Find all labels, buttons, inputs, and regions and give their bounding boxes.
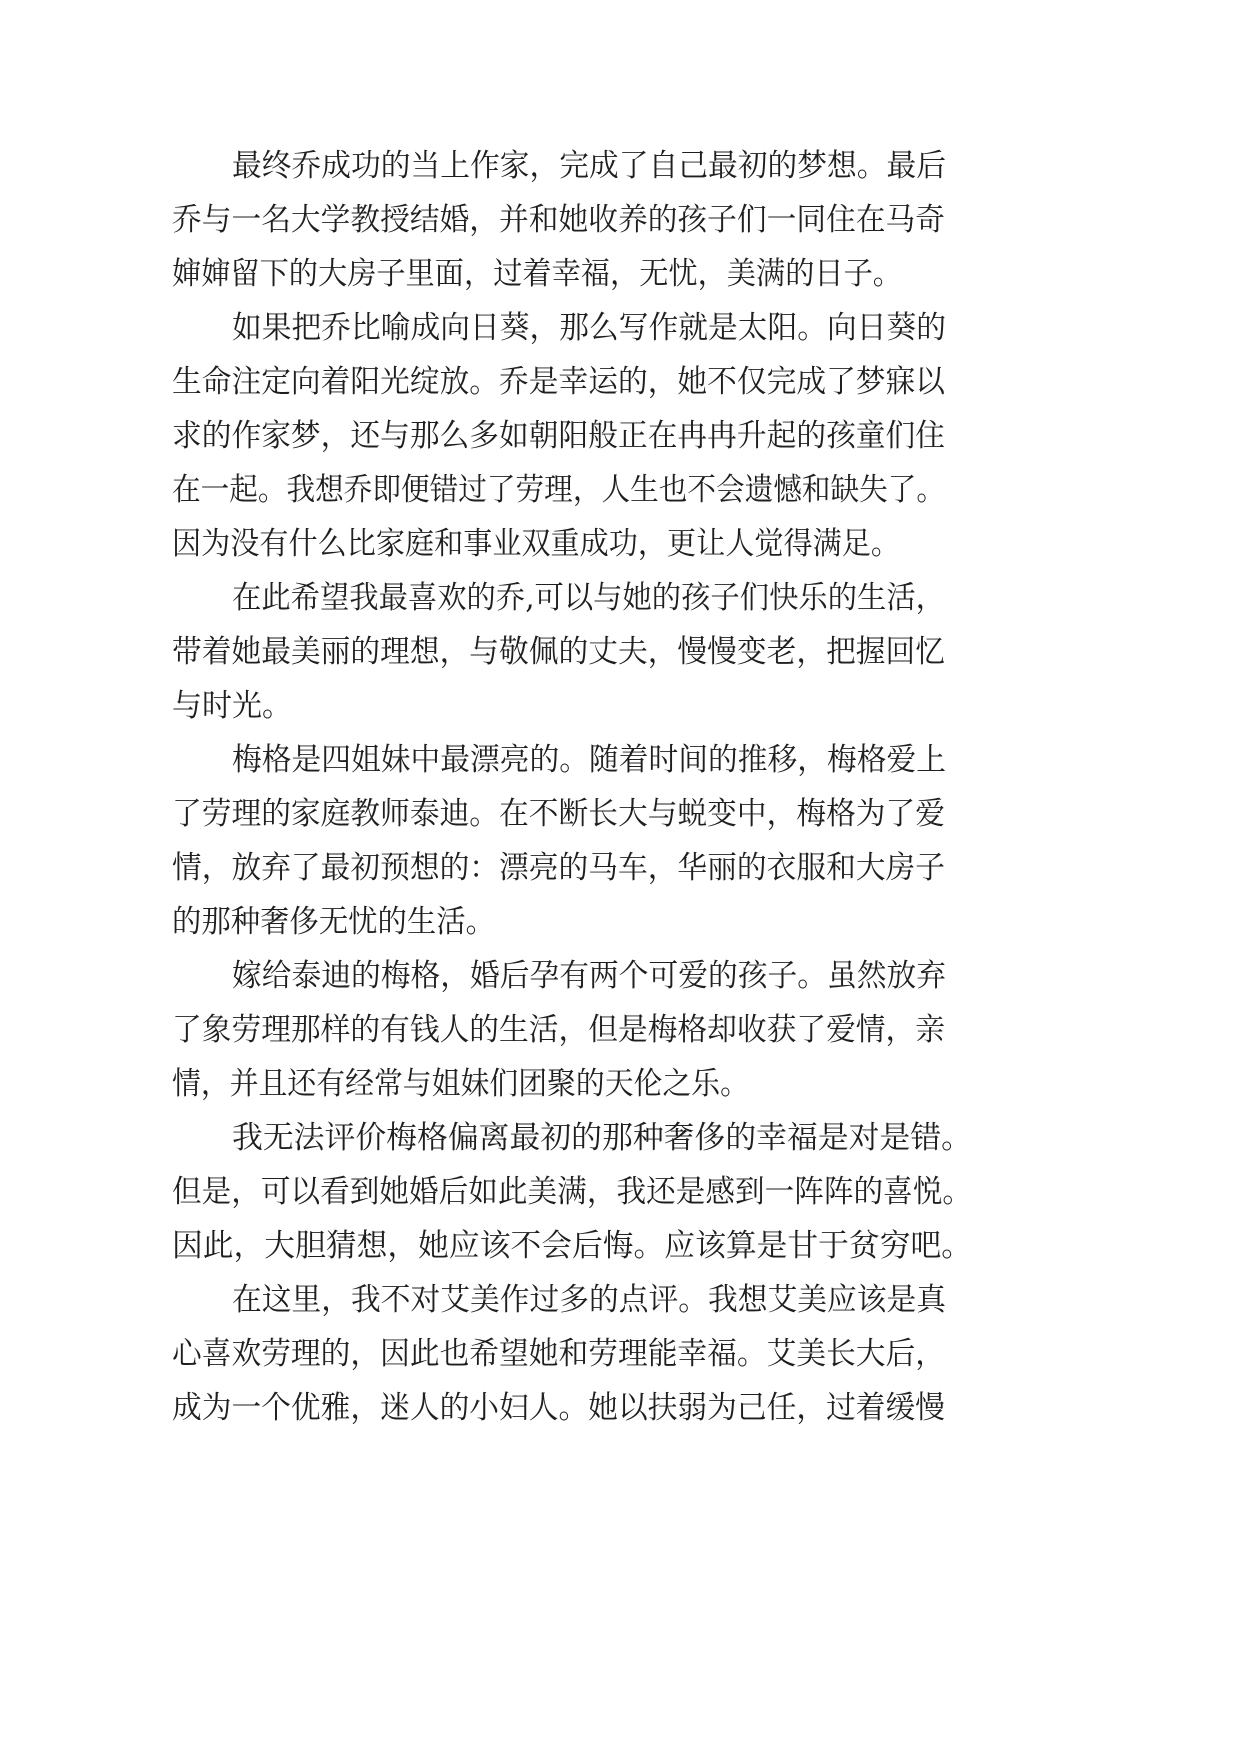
line-text: 因此，大胆猜想，她应该不会后悔。应该算是甘于贫穷吧。 bbox=[172, 1228, 972, 1264]
line-text: 了象劳理那样的有钱人的生活，但是梅格却收获了爱情，亲 bbox=[172, 1012, 945, 1048]
text-line bbox=[0, 513, 1241, 575]
text-line bbox=[0, 405, 1241, 467]
line-text: 在这里，我不对艾美作过多的点评。我想艾美应该是真 bbox=[232, 1282, 946, 1318]
line-text: 因为没有什么比家庭和事业双重成功，更让人觉得满足。 bbox=[172, 526, 900, 562]
line-text: 与时光。 bbox=[172, 688, 292, 724]
text-line bbox=[0, 675, 1241, 737]
text-line bbox=[0, 459, 1241, 521]
line-text: 梅格是四姐妹中最漂亮的。随着时间的推移，梅格爱上 bbox=[232, 742, 946, 778]
line-text: 情，放弃了最初预想的：漂亮的马车，华丽的衣服和大房子 bbox=[172, 850, 945, 886]
line-text: 在此希望我最喜欢的乔,可以与她的孩子们快乐的生活， bbox=[232, 580, 945, 616]
line-text: 成为一个优雅，迷人的小妇人。她以扶弱为己任，过着缓慢 bbox=[172, 1390, 945, 1426]
line-text: 的那种奢侈无忧的生活。 bbox=[172, 904, 495, 940]
text-line bbox=[0, 1053, 1241, 1115]
text-line bbox=[0, 729, 1241, 791]
line-text: 我无法评价梅格偏离最初的那种奢侈的幸福是对是错。 bbox=[232, 1120, 972, 1156]
line-text: 求的作家梦，还与那么多如朝阳般正在冉冉升起的孩童们住 bbox=[172, 418, 945, 454]
line-text: 如果把乔比喻成向日葵，那么写作就是太阳。向日葵的 bbox=[232, 310, 946, 346]
text-line bbox=[0, 1107, 1241, 1169]
text-line bbox=[0, 1215, 1241, 1277]
text-line bbox=[0, 1377, 1241, 1439]
line-text: 带着她最美丽的理想，与敬佩的丈夫，慢慢变老，把握回忆 bbox=[172, 634, 945, 670]
text-line bbox=[0, 1323, 1241, 1385]
text-line bbox=[0, 999, 1241, 1061]
text-line bbox=[0, 1161, 1241, 1223]
text-line bbox=[0, 783, 1241, 845]
line-text: 生命注定向着阳光绽放。乔是幸运的，她不仅完成了梦寐以 bbox=[172, 364, 945, 400]
text-line bbox=[0, 297, 1241, 359]
line-text: 最终乔成功的当上作家，完成了自己最初的梦想。最后 bbox=[232, 148, 946, 184]
text-line bbox=[0, 837, 1241, 899]
text-line bbox=[0, 891, 1241, 953]
line-text: 嫁给泰迪的梅格，婚后孕有两个可爱的孩子。虽然放弃 bbox=[232, 958, 946, 994]
line-text: 了劳理的家庭教师泰迪。在不断长大与蜕变中，梅格为了爱 bbox=[172, 796, 945, 832]
text-line bbox=[0, 1269, 1241, 1331]
text-line bbox=[0, 567, 1241, 629]
line-text: 在一起。我想乔即便错过了劳理，人生也不会遗憾和缺失了。 bbox=[172, 472, 945, 508]
text-line bbox=[0, 135, 1241, 197]
line-text: 婶婶留下的大房子里面，过着幸福，无忧，美满的日子。 bbox=[172, 256, 902, 292]
text-line bbox=[0, 243, 1241, 305]
text-line bbox=[0, 189, 1241, 251]
text-line bbox=[0, 351, 1241, 413]
text-line bbox=[0, 945, 1241, 1007]
line-text: 心喜欢劳理的，因此也希望她和劳理能幸福。艾美长大后， bbox=[172, 1336, 945, 1372]
line-text: 但是，可以看到她婚后如此美满，我还是感到一阵阵的喜悦。 bbox=[172, 1174, 972, 1210]
line-text: 情，并且还有经常与姐妹们团聚的天伦之乐。 bbox=[172, 1066, 749, 1102]
line-text: 乔与一名大学教授结婚，并和她收养的孩子们一同住在马奇 bbox=[172, 202, 945, 238]
text-line bbox=[0, 621, 1241, 683]
